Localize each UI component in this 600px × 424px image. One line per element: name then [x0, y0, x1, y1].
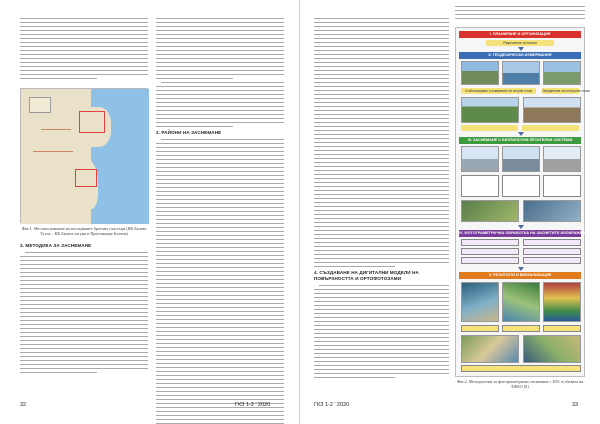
location-map-figure	[20, 88, 148, 223]
arrow-icon	[518, 132, 524, 136]
left-column-1	[20, 18, 148, 84]
arrow-icon	[518, 267, 524, 271]
result-label-4	[461, 365, 581, 372]
right-page	[300, 0, 600, 424]
arrow-icon	[518, 225, 524, 229]
geodetic-note-2	[522, 125, 579, 131]
stage-photogrammetry-band: IV. ФОТОГРАМЕТРИЧНА ОБРАБОТКА НА ЗАСНЕТИТЕ ИЗОБРАЖЕНИЯ	[459, 231, 591, 235]
stage-planning-band: I. ПЛАНИРАНЕ И ОРГАНИЗАЦИЯ	[459, 31, 581, 38]
survey-photo-3	[543, 61, 581, 85]
result-model-1	[461, 282, 499, 322]
right-page-number: 33	[572, 402, 579, 408]
geodetic-note-1	[461, 125, 518, 131]
right-column-2-top	[455, 6, 585, 26]
figure-1-caption: Фиг.1. Местоположение на изследвните брегови участъци (КК Бялата Тухла – КК Бялата лагуна и Пристанище Балчик)	[21, 226, 147, 236]
uav-spec-3	[543, 175, 581, 197]
result-model-5	[523, 335, 581, 363]
check-points-box: Определяне на контролни точки	[542, 89, 590, 93]
stage-uav-band: III. ЗАСНЕМАНЕ С БЕЗПИЛОТНИ ЛЕТАТЕЛНИ СИСТЕМИ	[459, 137, 581, 144]
uav-spec-1	[461, 175, 499, 197]
processing-step-3	[461, 248, 519, 255]
result-label-3	[543, 325, 581, 332]
figure-2-caption: Фиг.2. Методология за фотограметрично заснемане с БЛС в обхвата на ЕФБО [8]	[456, 379, 584, 389]
ground-control-points-box: Стабилизиране и измерване на опорни точки	[461, 88, 536, 94]
uav-photo-2	[502, 146, 540, 172]
section-4-heading: 4. СЪЗДАВАНЕ НА ДИГИТАЛНИ МОДЕЛИ НА ПОВЪРХНОСТТА И ОРТОФОТОЗАМИ	[314, 270, 419, 281]
result-model-3	[543, 282, 581, 322]
survey-photo-1	[461, 61, 499, 85]
processing-step-4	[523, 248, 581, 255]
left-column-1-bottom	[20, 240, 148, 380]
flight-permit-box: Разрешение за полети	[486, 40, 554, 46]
stage-results-band: V. РЕЗУЛТАТИ И ВИЗУАЛИЗАЦИЯ	[459, 272, 581, 279]
result-model-2	[502, 282, 540, 322]
result-model-4	[461, 335, 519, 363]
survey-photo-5	[523, 97, 581, 123]
result-label-2	[502, 325, 540, 332]
right-journal-footer: ГКЗ 1-2 ' 2020	[314, 402, 350, 408]
section-3-heading: 3. МЕТОДИКА ЗА ЗАСНЕМАНЕ	[20, 243, 92, 248]
arrow-icon	[518, 47, 524, 51]
left-page-number: 32	[20, 402, 27, 408]
uav-spec-2	[502, 175, 540, 197]
flight-plan-screenshot-1	[461, 200, 519, 222]
section-2-heading: 2. РАЙОНИ НА ЗАСНЕМАНЕ	[156, 130, 222, 135]
flight-plan-screenshot-2	[523, 200, 581, 222]
processing-step-6	[523, 257, 581, 264]
processing-step-5	[461, 257, 519, 264]
stage-geodetic-band: II. ГЕОДЕЗИЧЕСКИ ИЗМЕРВАНИЯ	[459, 52, 581, 59]
processing-step-2	[523, 239, 581, 246]
survey-photo-2	[502, 61, 540, 85]
processing-step-1	[461, 239, 519, 246]
uav-photo-3	[543, 146, 581, 172]
methodology-diagram	[455, 27, 591, 377]
left-journal-footer: ГКЗ 1-2 ' 2020	[235, 402, 271, 408]
uav-photo-1	[461, 146, 499, 172]
right-column-1	[314, 18, 449, 383]
left-column-2	[156, 18, 284, 383]
result-label-1	[461, 325, 499, 332]
survey-photo-4	[461, 97, 519, 123]
